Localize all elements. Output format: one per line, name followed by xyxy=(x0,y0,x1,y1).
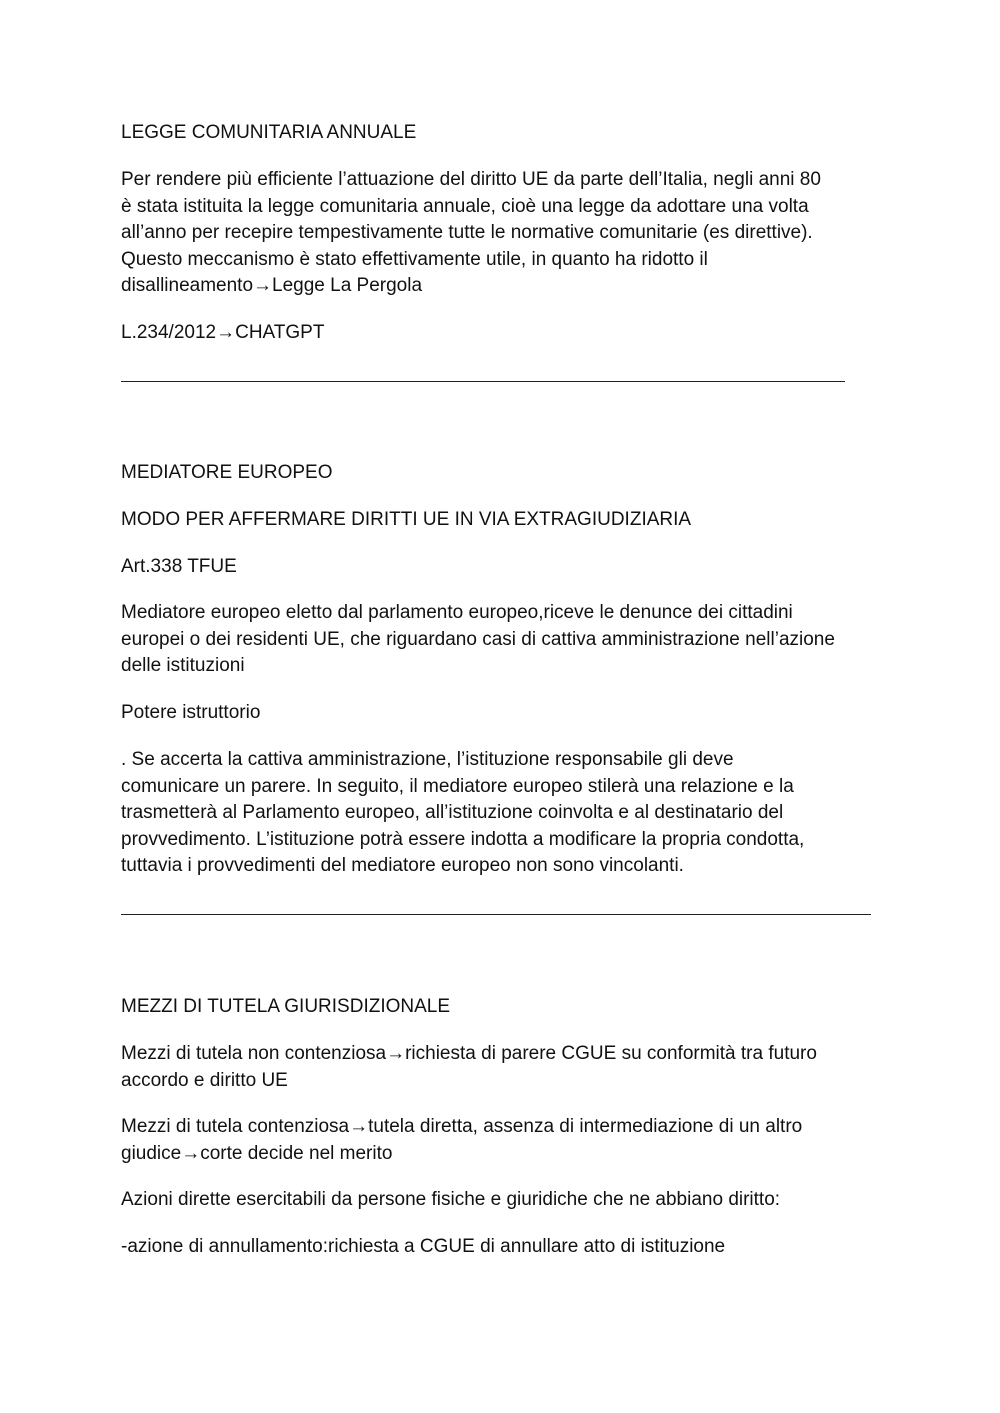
section-heading-mezzi-di-tutela: MEZZI DI TUTELA GIURISDIZIONALE xyxy=(121,996,451,1017)
text-line: provvedimento. L’istituzione potrà essere indotta a modificare la propria condotta, xyxy=(121,828,805,850)
text-line: Mezzi di tutela non contenziosa→richiesta di parere CGUE su conformità tra futuro xyxy=(121,1043,817,1064)
text-line: comunicare un parere. In seguito, il mediatore europeo stilerà una relazione e la xyxy=(121,775,794,797)
paragraph-tutela-non-contenziosa xyxy=(121,1041,817,1094)
text-line: delle istituzioni xyxy=(121,655,245,677)
text-line: trasmetterà al Parlamento europeo, all’istituzione coinvolta e al destinatario del xyxy=(121,802,784,824)
paragraph-legge-comunitaria-intro xyxy=(121,167,821,300)
text-line: . Se accerta la cattiva amministrazione, l’istituzione responsabile gli deve xyxy=(121,749,734,770)
text-line: giudice→corte decide nel merito xyxy=(121,1142,393,1164)
text-line: tuttavia i provvedimenti del mediatore europeo non sono vincolanti. xyxy=(121,855,684,877)
paragraph-tutela-contenziosa xyxy=(121,1114,802,1167)
text-line: europei o dei residenti UE, che riguardano casi di cattiva amministrazione nell’azione xyxy=(121,628,835,650)
section-heading-mediatore-europeo: MEDIATORE EUROPEO xyxy=(121,462,333,483)
potere-istruttorio-label: Potere istruttorio xyxy=(121,702,261,723)
text-line: Mezzi di tutela contenziosa→tutela diretta, assenza di intermediazione di un altro xyxy=(121,1116,803,1137)
article-reference: Art.338 TFUE xyxy=(121,556,237,577)
text-line: disallineamento→Legge La Pergola xyxy=(121,275,423,297)
text-line: Questo meccanismo è stato effettivamente utile, in quanto ha ridotto il xyxy=(121,248,708,270)
text-line: è stata istituita la legge comunitaria annuale, cioè una legge da adottare una volta xyxy=(121,195,809,217)
section-heading-legge-comunitaria: LEGGE COMUNITARIA ANNUALE xyxy=(121,122,417,143)
text-line: Mediatore europeo eletto dal parlamento europeo,riceve le denunce dei cittadini xyxy=(121,602,793,623)
subheading-extragiudiziaria: MODO PER AFFERMARE DIRITTI UE IN VIA EXTRAGIUDIZIARIA xyxy=(121,509,692,530)
text-line: accordo e diritto UE xyxy=(121,1069,288,1091)
azione-di-annullamento-line: -azione di annullamento:richiesta a CGUE di annullare atto di istituzione xyxy=(121,1236,726,1257)
law-reference: L.234/2012→CHATGPT xyxy=(121,322,325,343)
text-line: all’anno per recepire tempestivamente tutte le normative comunitarie (es direttive). xyxy=(121,222,813,244)
paragraph-cattiva-amministrazione xyxy=(121,747,804,880)
separator-line xyxy=(121,914,871,915)
separator-line xyxy=(121,381,845,382)
text-line: Per rendere più efficiente l’attuazione del diritto UE da parte dell’Italia, negli anni 80 xyxy=(121,169,821,190)
paragraph-mediatore-description xyxy=(121,600,835,680)
azioni-dirette-line: Azioni dirette esercitabili da persone fisiche e giuridiche che ne abbiano diritto: xyxy=(121,1189,781,1210)
